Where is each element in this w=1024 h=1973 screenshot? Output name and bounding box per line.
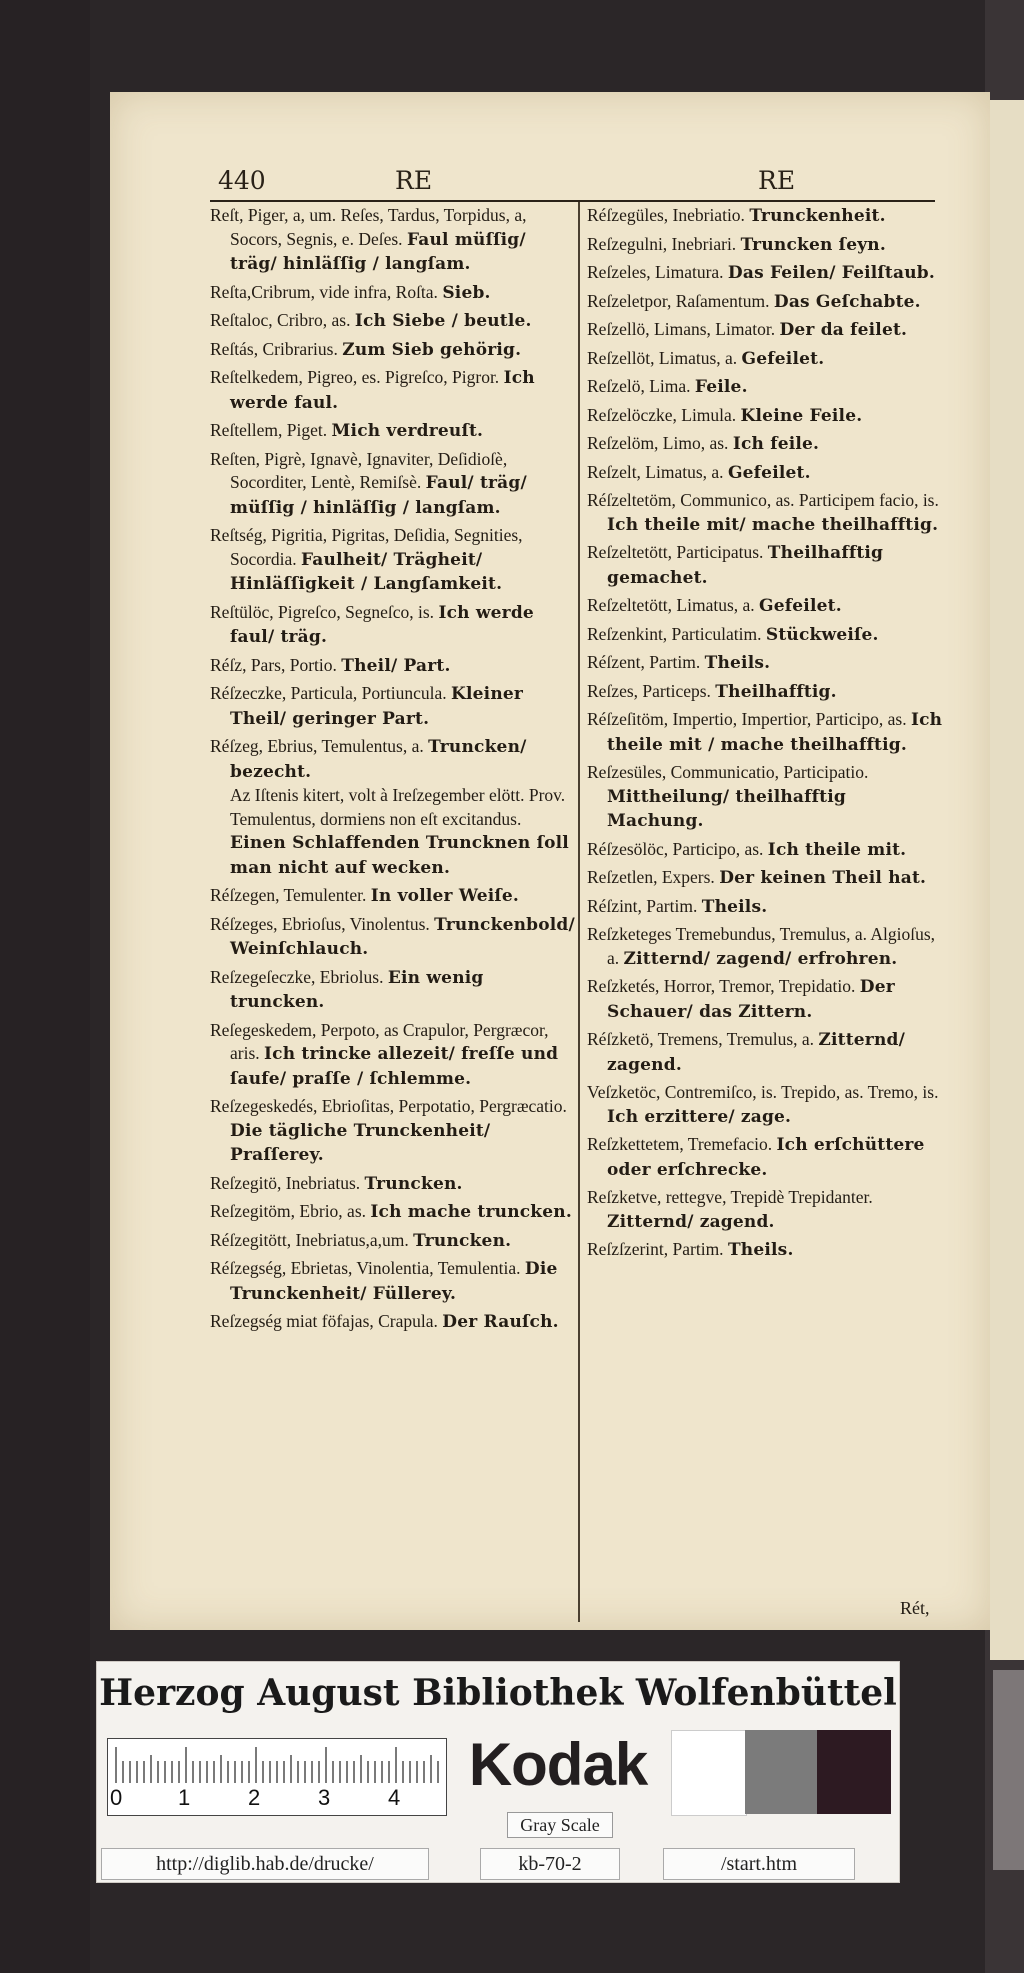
scale-ruler [107,1738,447,1816]
gray-swatch [745,1730,817,1814]
dictionary-entry [587,680,947,705]
adjacent-card-edge [993,1670,1024,1870]
latin-gloss: Réſzent, Partim. [587,652,701,672]
latin-gloss: Réſzeg, Ebrius, Temulentus, a. [210,736,424,756]
dictionary-entry [210,735,575,880]
dictionary-entry [210,1229,575,1254]
dictionary-entry [587,708,947,757]
latin-gloss: Reſtaloc, Cribro, as. [210,310,351,330]
german-gloss: Truncken. [364,1173,463,1194]
dictionary-entry [210,281,575,306]
dictionary-entry [587,866,947,891]
dictionary-entry [210,524,575,597]
german-gloss: Ich Siebe / beutle. [354,311,532,331]
german-gloss: Das Feilen/ Feilſtaub. [727,263,935,283]
latin-gloss: Réſzegen, Temulenter. [210,885,367,905]
dictionary-entry [587,233,947,258]
gray-scale-label: Gray Scale [507,1812,613,1838]
dictionary-entry [210,913,575,962]
german-gloss: Theilhafftig gemachet. [607,543,884,588]
german-gloss: Die tägliche Trunckenheit/ Praſſerey. [230,1120,491,1165]
latin-gloss: Reſzelö, Lima. [587,376,691,396]
german-gloss: Zitternd/ zagend. [607,1211,775,1232]
dictionary-entry [587,432,947,457]
dictionary-entry [210,309,575,334]
proverb-german: Einen Schlaffenden Truncknen ſoll man nicht auf wecken. [230,833,569,878]
german-gloss: In voller Weiſe. [370,886,520,906]
dictionary-entry [210,884,575,909]
shelfmark-field: kb-70-2 [480,1848,620,1880]
running-head [210,166,950,202]
latin-gloss: Réſzint, Partim. [587,895,698,916]
dictionary-entry [587,923,947,971]
dictionary-entry [587,290,947,315]
dictionary-entry [587,623,947,648]
german-gloss: Ich werde faul. [230,368,535,413]
latin-gloss: Reſzetlen, Expers. [587,867,715,887]
german-gloss: Ich erſchüttere oder erſchrecke. [607,1135,925,1180]
german-gloss: Truncken. [413,1230,512,1251]
german-gloss: Trunckenbold/ Weinſchlauch. [230,914,575,959]
german-gloss: Trunckenheit. [749,206,886,226]
latin-gloss: Réſzketö, Tremens, Tremulus, a. [587,1029,815,1049]
right-guide-word: RE [758,166,796,195]
ruler-number: 1 [178,1785,191,1810]
latin-gloss: Reſzelt, Limatus, a. [587,461,724,482]
latin-gloss: Reſzelöczke, Limula. [587,404,737,425]
dictionary-entry [587,404,947,429]
german-gloss: Feile. [694,377,748,397]
ruler-numbers [108,1785,446,1811]
kodak-logo: Kodak [468,1731,648,1798]
dictionary-entry [210,1019,575,1092]
dictionary-entry [210,366,575,415]
latin-gloss: Reſzenkint, Particulatim. [587,623,762,644]
left-guide-word: RE [395,166,433,195]
white-swatch [671,1730,747,1816]
dictionary-entry [587,318,947,343]
german-gloss: Ein wenig truncken. [230,967,484,1012]
dictionary-entry [210,654,575,679]
german-gloss: Ich feile. [732,434,820,454]
latin-gloss: Veſzketöc, Contremiſco, is. Trepido, as. Tremo, is. [587,1082,939,1102]
german-gloss: Theils. [704,653,771,673]
start-field: /start.htm [663,1848,855,1880]
german-gloss: Ich theile mit / mache theilhafftig. [607,710,943,755]
german-gloss: Die Trunckenheit/ Füllerey. [230,1259,558,1304]
dictionary-entry [210,1172,575,1197]
dictionary-entry [210,1095,575,1168]
proverb-example [230,784,575,880]
german-gloss: Faul/ träg/ müſſig / hinläſſig / langſam. [230,473,527,518]
german-gloss: Kleine Feile. [740,405,863,426]
latin-gloss: Reſzketve, rettegve, Trepidè Trepidanter. [587,1187,873,1207]
ruler-ticks [114,1743,440,1783]
german-gloss: Der Rauſch. [442,1312,559,1332]
dictionary-entry [587,838,947,863]
latin-gloss: Reſzelöm, Limo, as. [587,433,729,453]
latin-gloss: Reſt, Piger, a, um. Reſes, Tardus, Torpidus, a, Socors, Segnis, e. Deſes. [210,205,527,249]
german-gloss: Faul müſſig/ träg/ hinläſſig / langſam. [230,229,526,274]
latin-gloss: Reſzeles, Limatura. [587,262,724,282]
scan-background-left [0,0,90,1973]
dictionary-entry [587,541,947,590]
adjacent-page-edge [990,100,1024,1660]
dictionary-entry [587,261,947,286]
latin-gloss: Reſegeskedem, Perpoto, as Crapulor, Pergræcor, aris. [210,1019,549,1063]
ruler-number: 0 [110,1785,123,1810]
german-gloss: Der keinen Theil hat. [719,868,927,888]
latin-gloss: Reſta,Cribrum, vide infra, Roſta. [210,281,438,302]
german-gloss: Mich verdreuſt. [331,421,484,441]
ruler-number: 2 [248,1785,261,1810]
dictionary-entry [210,1257,575,1306]
german-gloss: Der Schauer/ das Zittern. [607,977,895,1022]
german-gloss: Ich erzittere/ zage. [607,1106,792,1127]
latin-gloss: Reſzeltetött, Participatus. [587,542,764,562]
dictionary-entry [210,601,575,650]
german-gloss: Zitternd/ zagend. [607,1030,906,1075]
latin-gloss: Réſz, Pars, Portio. [210,654,337,675]
german-gloss: Sieb. [442,282,491,303]
latin-gloss: Reſzeletpor, Raſamentum. [587,290,770,311]
latin-gloss: Réſzegüles, Inebriatio. [587,205,745,225]
kodak-color-card [96,1661,900,1883]
latin-gloss: Reſzegeſeczke, Ebriolus. [210,966,384,987]
dictionary-entry [587,594,947,619]
german-gloss: Theils. [727,1240,794,1260]
latin-gloss: Reſzes, Particeps. [587,680,711,701]
latin-gloss: Reſzeltetött, Limatus, a. [587,595,755,615]
latin-gloss: Reſzſzerint, Partim. [587,1239,724,1259]
german-gloss: Theil/ Part. [341,655,451,676]
dictionary-entry [587,375,947,400]
german-gloss: Ich theile mit/ mache theilhafftig. [607,514,939,535]
latin-gloss: Reſtás, Cribrarius. [210,338,338,359]
german-gloss: Gefeilet. [741,348,825,369]
latin-gloss: Reſzesüles, Communicatio, Participatio. [587,762,869,782]
black-swatch [817,1730,891,1814]
dictionary-entry [587,347,947,372]
german-gloss: Truncken ſeyn. [740,234,886,255]
dictionary-entry [587,1186,947,1234]
url-field: http://diglib.hab.de/drucke/ [101,1848,429,1880]
latin-gloss: Reſtülöc, Pigreſco, Segneſco, is. [210,601,435,622]
german-gloss: Mittheilung/ theilhafftig Machung. [607,786,846,831]
german-gloss: Zitternd/ zagend/ erfrohren. [623,948,898,969]
dictionary-entry [210,966,575,1015]
dictionary-entry [210,1200,575,1225]
ruler-number: 4 [388,1785,401,1810]
latin-gloss: Réſzeges, Ebrioſus, Vinolentus. [210,913,430,934]
header-rule [210,200,935,202]
german-gloss: Ich werde faul/ träg. [230,602,534,647]
latin-gloss: Reſzegitö, Inebriatus. [210,1172,361,1193]
dictionary-entry [210,419,575,444]
german-gloss: Der da feilet. [779,320,908,340]
right-column [587,204,947,1267]
catchword: Rét, [900,1598,930,1618]
dictionary-entry [587,461,947,486]
dictionary-entry [210,448,575,521]
latin-gloss: Réſzegitött, Inebriatus,a,um. [210,1229,409,1250]
dictionary-entry [210,338,575,363]
dictionary-entry [587,975,947,1024]
german-gloss: Gefeilet. [759,596,842,616]
german-gloss: Gefeilet. [727,462,811,483]
dictionary-entry [587,204,947,229]
latin-gloss: Reſzellöt, Limatus, a. [587,347,738,368]
latin-gloss: Réſzeltetöm, Communico, as. Participem facio, is. [587,490,939,510]
dictionary-entry [587,1028,947,1077]
latin-gloss: Réſzeczke, Particula, Portiuncula. [210,683,447,703]
column-rule [578,202,580,1622]
german-gloss: Kleiner Theil/ geringer Part. [230,684,524,729]
german-gloss: Ich trincke allezeit/ freſſe und ſaufe/ praſſe / ſchlemme. [230,1044,559,1089]
latin-gloss: Reſzketeges Tremebundus, Tremulus, a. Algioſus, a. [587,924,936,968]
german-gloss: Stückweiſe. [765,624,879,645]
german-gloss: Das Geſchabte. [773,291,921,312]
latin-gloss: Reſzegeskedés, Ebrioſitas, Perpotatio, Pergræcatio. [210,1096,567,1116]
dictionary-entry [587,895,947,920]
dictionary-entry [587,651,947,676]
dictionary-entry [587,489,947,537]
library-title: Herzog August Bibliothek Wolfenbüttel [99,1672,897,1714]
latin-gloss: Reſzegitöm, Ebrio, as. [210,1201,367,1221]
dictionary-entry [587,1133,947,1182]
latin-gloss: Reſtség, Pigritia, Pigritas, Deſidia, Segnities, Socordia. [210,525,523,569]
dictionary-entry [587,1238,947,1263]
latin-gloss: Reſtellem, Piget. [210,420,328,440]
latin-gloss: Réſzeſitöm, Impertio, Impertior, Participo, as. [587,709,907,729]
german-gloss: Zum Sieb gehörig. [342,339,522,360]
german-gloss: Ich theile mit. [767,839,907,860]
dictionary-entry [210,204,575,277]
page-number: 440 [218,166,266,195]
latin-gloss: Reſten, Pigrè, Ignavè, Ignaviter, Deſidioſè, Socorditer, Lentè, Remiſsè. [210,448,508,492]
latin-gloss: Réſzesölöc, Participo, as. [587,838,764,859]
german-gloss: Theilhafftig. [715,681,837,702]
german-gloss: Theils. [701,896,768,917]
german-gloss: Faulheit/ Trägheit/ Hinläſſigkeit / Langſamkeit. [230,549,503,594]
ruler-number: 3 [318,1785,331,1810]
left-column [210,204,575,1339]
dictionary-entry [587,1081,947,1129]
latin-gloss: Reſzkettetem, Tremefacio. [587,1134,773,1154]
latin-gloss: Réſzegség, Ebrietas, Vinolentia, Temulentia. [210,1258,521,1278]
proverb-text: Az Iſtenis kitert, volt à Ireſzegember elött. Prov. Temulentus, dormiens non eſt excitandus. [230,785,566,829]
dictionary-entry [587,761,947,834]
german-gloss: Ich mache truncken. [370,1202,572,1222]
latin-gloss: Reſtelkedem, Pigreo, es. Pigreſco, Pigror. [210,367,500,387]
dictionary-entry [210,682,575,731]
latin-gloss: Reſzegség miat föfajas, Crapula. [210,1311,438,1331]
latin-gloss: Reſzketés, Horror, Tremor, Trepidatio. [587,976,856,996]
book-page [110,92,990,1630]
dictionary-entry [210,1310,575,1335]
latin-gloss: Reſzegulni, Inebriari. [587,233,737,254]
latin-gloss: Reſzellö, Limans, Limator. [587,319,776,339]
german-gloss: Truncken/ bezecht. [230,737,527,782]
